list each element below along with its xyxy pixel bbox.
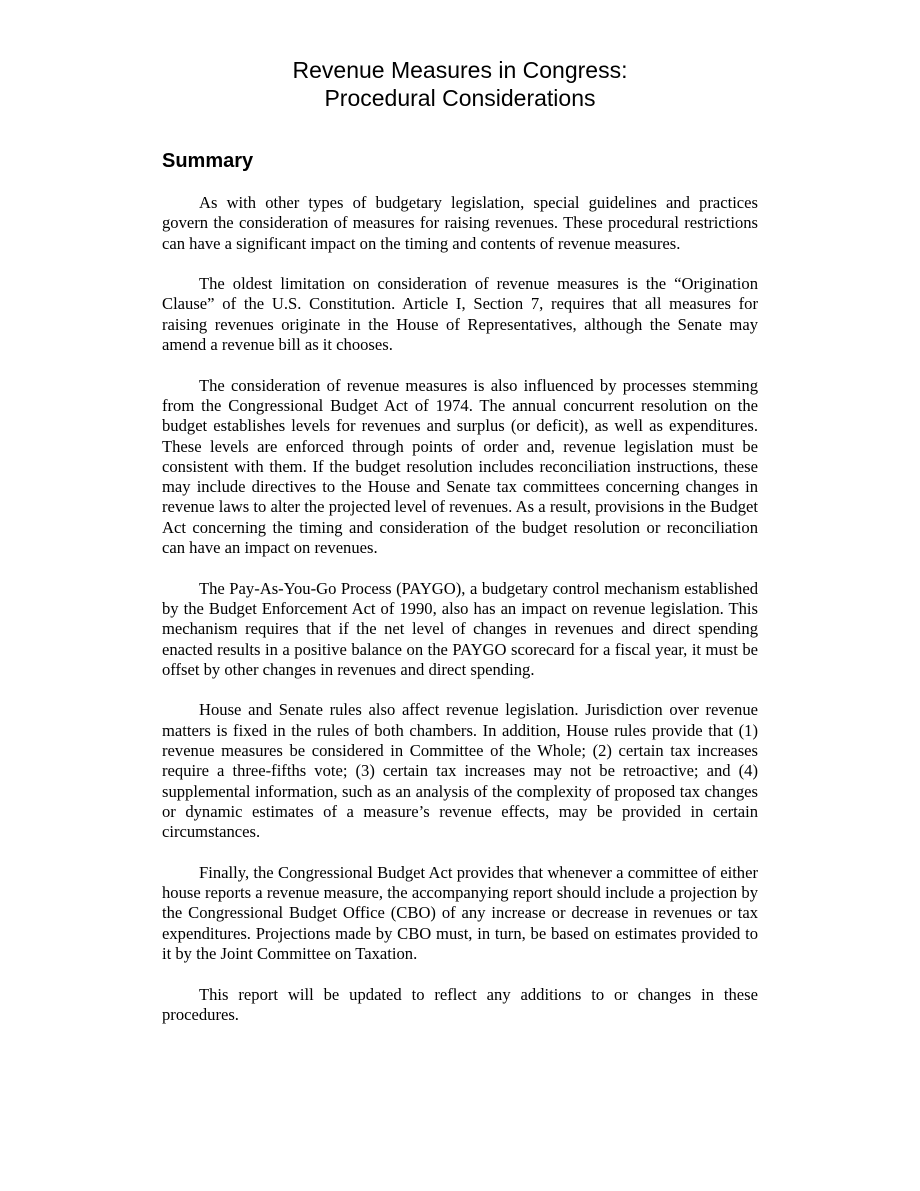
- paragraph: As with other types of budgetary legislation, special guidelines and practices govern the consideration of measures for raising revenues. These procedural restrictions can have a significant impact on the timing and contents of revenue measures.: [162, 193, 758, 253]
- paragraph: The oldest limitation on consideration of revenue measures is the “Origination Clause” of the U.S. Constitution. Article I, Section 7, requires that all measures for raising revenues originate in the House of Representatives, although the Senate may amend a revenue bill as it chooses.: [162, 274, 758, 355]
- title-line-1: Revenue Measures in Congress:: [292, 57, 628, 83]
- document-title: [0, 56, 920, 112]
- paragraph: Finally, the Congressional Budget Act provides that whenever a committee of either house reports a revenue measure, the accompanying report should include a projection by the Congressional Budget Office (CBO) of any increase or decrease in revenues or tax expenditures. Projections made by CBO must, in turn, be based on estimates provided to it by the Joint Committee on Taxation.: [162, 862, 758, 963]
- summary-body: [162, 193, 758, 1045]
- paragraph: The Pay-As-You-Go Process (PAYGO), a budgetary control mechanism established by the Budget Enforcement Act of 1990, also has an impact on revenue legislation. This mechanism requires that if the net level of changes in revenues and direct spending enacted results in a positive balance on the PAYGO scorecard for a fiscal year, it must be offset by other changes in revenues and direct spending.: [162, 578, 758, 679]
- title-line-2: Procedural Considerations: [324, 85, 596, 111]
- paragraph: The consideration of revenue measures is also influenced by processes stemming from the Congressional Budget Act of 1974. The annual concurrent resolution on the budget establishes levels for revenues and surplus (or deficit), as well as expenditures. These levels are enforced through points of order and, revenue legislation must be consistent with them. If the budget resolution includes reconciliation instructions, these may include directives to the House and Senate tax committees concerning changes in revenue laws to alter the projected level of revenues. As a result, provisions in the Budget Act concerning the timing and consideration of the budget resolution or reconciliation can have an impact on revenues.: [162, 375, 758, 558]
- paragraph: House and Senate rules also affect revenue legislation. Jurisdiction over revenue matters is fixed in the rules of both chambers. In addition, House rules provide that (1) revenue measures be considered in Committee of the Whole; (2) certain tax increases require a three-fifths vote; (3) certain tax increases may not be retroactive; and (4) supplemental information, such as an analysis of the complexity of proposed tax changes or dynamic estimates of a measure’s revenue effects, may be provided in certain circumstances.: [162, 700, 758, 842]
- paragraph: This report will be updated to reflect any additions to or changes in these procedures.: [162, 984, 758, 1024]
- section-heading-summary: Summary: [162, 150, 254, 172]
